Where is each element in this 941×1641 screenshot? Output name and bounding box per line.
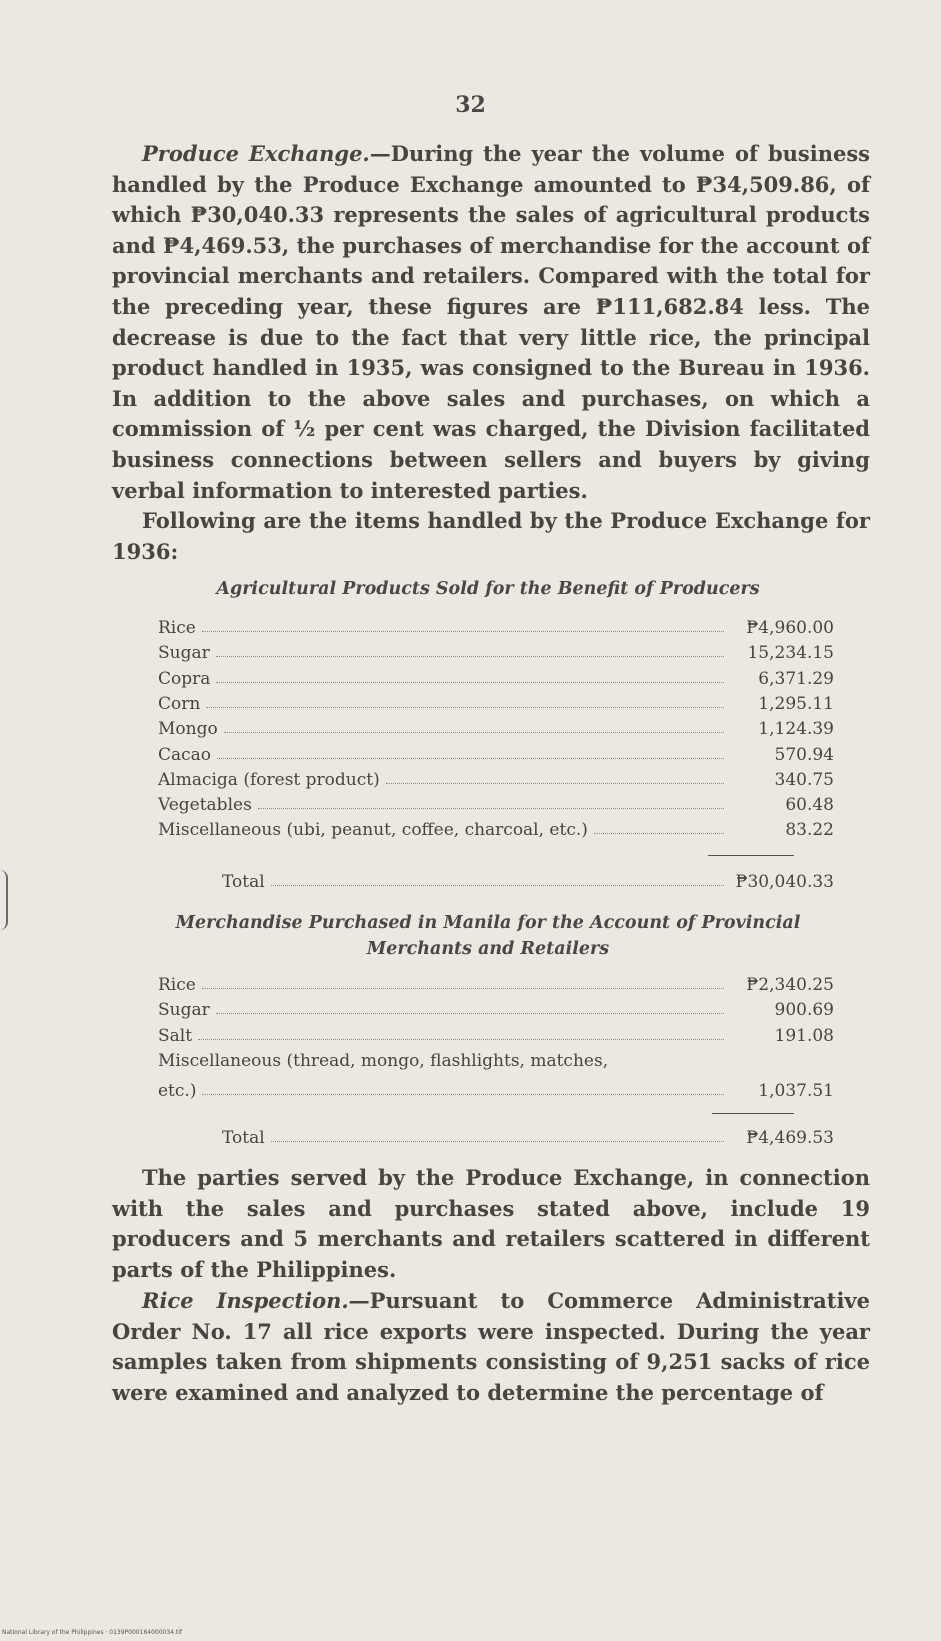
row-label: Corn (158, 693, 201, 714)
row-label: Almaciga (forest product) (158, 769, 380, 790)
table-row (158, 713, 834, 739)
row-amount: 1,295.11 (758, 693, 834, 714)
paragraph-text: Following are the items handled by the Produce Exchange for 1936: (112, 508, 870, 564)
table1-total-row (158, 866, 834, 892)
leader-dots (224, 731, 724, 733)
table-row (158, 637, 834, 663)
row-amount: 340.75 (774, 769, 834, 790)
total-label: Total (222, 872, 265, 892)
leader-dots (594, 832, 724, 834)
misc-amount: 1,037.51 (758, 1081, 834, 1101)
row-amount: 900.69 (774, 1000, 834, 1021)
leader-dots (198, 1038, 724, 1040)
page-edge-mark (0, 870, 8, 930)
leader-dots (202, 630, 724, 632)
run-in-heading-rice-inspection: Rice Inspection. (142, 1288, 349, 1313)
leader-dots (271, 884, 724, 886)
page-number: 32 (455, 92, 486, 118)
table-row (158, 1020, 834, 1046)
row-label: Vegetables (158, 795, 252, 816)
leader-dots (271, 1140, 724, 1142)
leader-dots (216, 1012, 724, 1014)
row-label: Rice (158, 975, 196, 995)
table1-sum-rule (708, 855, 794, 856)
table-row (158, 969, 834, 995)
paragraph-following-items (112, 506, 870, 567)
leader-dots (216, 655, 724, 657)
row-label: Rice (158, 618, 196, 638)
total-label: Total (222, 1128, 265, 1148)
table-row (158, 994, 834, 1020)
row-label: Copra (158, 668, 211, 689)
scan-footer: National Library of the Philippines · 0139P000164000034.tif (2, 1629, 183, 1636)
leader-dots (202, 1093, 724, 1095)
row-amount: 570.94 (774, 744, 834, 765)
leader-dots (202, 987, 724, 989)
leader-dots (206, 706, 724, 708)
table-row (158, 789, 834, 815)
paragraph-produce-exchange (112, 139, 870, 506)
leader-dots (386, 782, 724, 784)
row-label: Sugar (158, 1000, 210, 1021)
leader-dots (217, 757, 724, 759)
leader-dots (216, 681, 724, 683)
paragraph-body: —Pursuant to Commerce Administrative Order No. 17 all rice exports were inspected. During the year samples taken from shipments consisting of 9,251 sacks of rice were examined and analyzed to determine the percentage of (112, 1288, 870, 1405)
row-amount: 15,234.15 (747, 643, 834, 664)
misc-label-line1: Miscellaneous (thread, mongo, flashlights, matches, (158, 1051, 609, 1071)
paragraph-rice-inspection (112, 1286, 870, 1408)
row-amount: ₱2,340.25 (746, 975, 834, 995)
table2-total-row (158, 1122, 834, 1148)
row-amount: 191.08 (774, 1025, 834, 1046)
table1-caption: Agricultural Products Sold for the Benefit of Producers (216, 579, 760, 599)
table2-caption (150, 910, 826, 962)
row-label: Sugar (158, 643, 210, 664)
table-row (158, 739, 834, 765)
row-label: Mongo (158, 719, 218, 740)
row-label: Miscellaneous (ubi, peanut, coffee, charcoal, etc.) (158, 820, 588, 841)
table-row (158, 663, 834, 689)
paragraph-text: The parties served by the Produce Exchange, in connection with the sales and purchases stated above, include 19 producers and 5 merchants and retailers scattered in different parts of the Philippines. (112, 1165, 870, 1282)
row-amount: 83.22 (785, 820, 834, 841)
table-row (158, 814, 834, 840)
table-row (158, 764, 834, 790)
row-amount: ₱4,960.00 (746, 618, 834, 638)
leader-dots (258, 807, 724, 809)
paragraph-parties-served (112, 1163, 870, 1285)
row-amount: 1,124.39 (758, 719, 834, 740)
table-row (158, 688, 834, 714)
table2-caption-line1: Merchandise Purchased in Manila for the Account of Provincial (175, 913, 801, 933)
row-label: Cacao (158, 744, 212, 765)
row-amount: 60.48 (785, 795, 834, 816)
total-amount: ₱30,040.33 (735, 872, 834, 892)
total-amount: ₱4,469.53 (746, 1128, 834, 1148)
run-in-heading-produce-exchange: Produce Exchange. (142, 141, 370, 166)
table2-caption-line2: Merchants and Retailers (366, 939, 610, 959)
misc-row (158, 1075, 834, 1101)
paragraph-body: —During the year the volume of business handled by the Produce Exchange amounted to ₱34,509.86, of which ₱30,040.33 represents the sales of agricultural products and ₱4,469.53, the purchases of merchandise for the account of provincial merchants and retailers. Compared with the total for the preceding year, these figures are ₱111,682.84 less. The decrease is due to the fact that very little rice, the principal product handled in 1935, was consigned to the Bureau in 1936. In addition to the above sales and purchases, on which a commission of ½ per cent was charged, the Division facilitated business connections between sellers and buyers by giving verbal information to interested parties. (112, 141, 870, 503)
misc-label-line2: etc.) (158, 1081, 197, 1101)
table2-sum-rule (712, 1113, 794, 1114)
row-amount: 6,371.29 (758, 668, 834, 689)
row-label: Salt (158, 1025, 193, 1046)
table-row (158, 612, 834, 638)
